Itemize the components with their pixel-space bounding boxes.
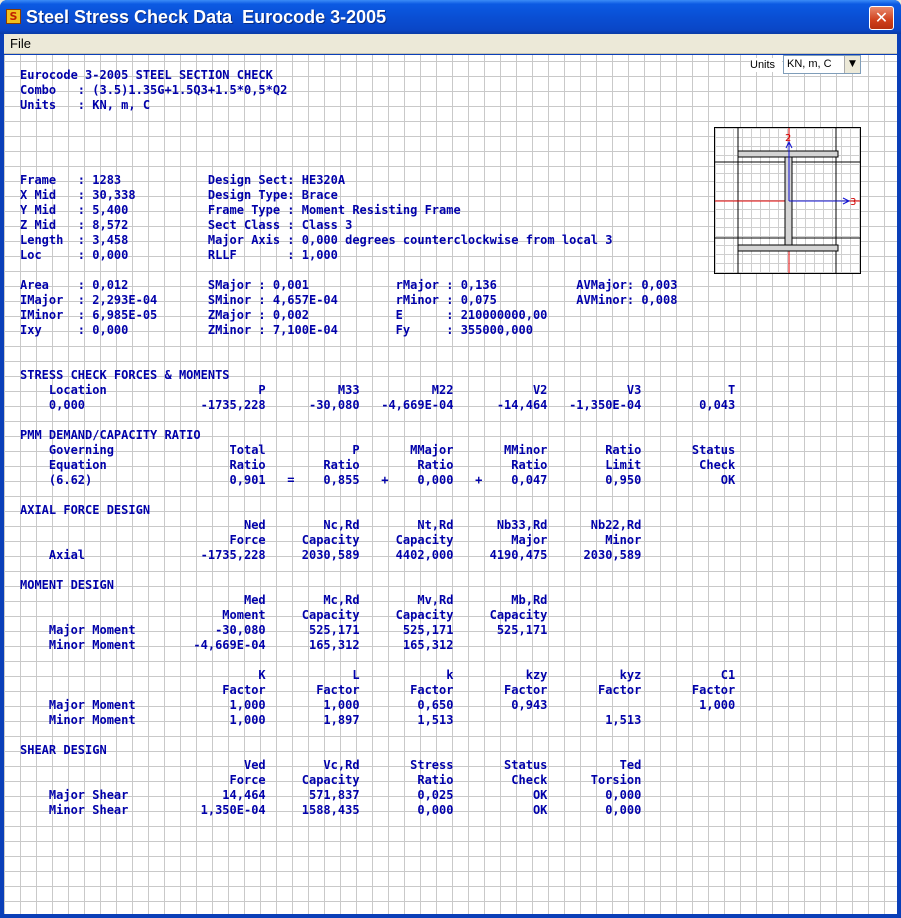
report-line: Minor Moment 1,000 1,897 1,513 1,513 [20, 713, 642, 727]
report-line: K L k kzy kyz C1 [20, 668, 736, 682]
report-line [20, 128, 735, 143]
window-title: Steel Stress Check Data Eurocode 3-2005 [26, 7, 387, 27]
report-line: Ved Vc,Rd Stress Status Ted [20, 758, 642, 772]
close-button[interactable] [869, 6, 894, 30]
i-section-icon [715, 128, 861, 274]
report-line [20, 488, 735, 503]
report-line: Frame : 1283 Design Sect: HE320A [20, 173, 346, 187]
units-select[interactable] [783, 55, 861, 74]
report-line: Major Shear 14,464 571,837 0,025 OK 0,000 [20, 788, 642, 802]
report-line: Moment Capacity Capacity Capacity [20, 608, 548, 622]
report-line: Loc : 0,000 RLLF : 1,000 [20, 248, 338, 262]
report-line: IMajor : 2,293E-04 SMinor : 4,657E-04 rMinor : 0,075 AVMinor: 0,008 [20, 293, 678, 307]
report-line: Combo : (3.5)1.35G+1.5Q3+1.5*0,5*Q2 [20, 83, 288, 97]
report-line: AXIAL FORCE DESIGN [20, 503, 151, 517]
report-line: SHEAR DESIGN [20, 743, 107, 757]
report-line: Major Moment -30,080 525,171 525,171 525,171 [20, 623, 548, 637]
report-line: MOMENT DESIGN [20, 578, 114, 592]
report-line: Governing Total P MMajor MMinor Ratio Status [20, 443, 736, 457]
report-line: X Mid : 30,338 Design Type: Brace [20, 188, 338, 202]
report-line: Major Moment 1,000 1,000 0,650 0,943 1,000 [20, 698, 736, 712]
report-line: Units : KN, m, C [20, 98, 151, 112]
report-line: Med Mc,Rd Mv,Rd Mb,Rd [20, 593, 548, 607]
title-bar[interactable] [0, 0, 901, 34]
report-line: Force Capacity Ratio Check Torsion [20, 773, 642, 787]
report-line: Location P M33 M22 V2 V3 T [20, 383, 736, 397]
report-line: Minor Moment -4,669E-04 165,312 165,312 [20, 638, 454, 652]
menu-file[interactable]: File [10, 36, 31, 51]
report-line [20, 158, 735, 173]
report-line: IMinor : 6,985E-05 ZMajor : 0,002 E : 210000000,00 [20, 308, 548, 322]
report-line: Length : 3,458 Major Axis : 0,000 degrees counterclockwise from local 3 [20, 233, 613, 247]
report-line [20, 353, 735, 368]
axis-3-label: 3 [850, 197, 857, 208]
report-line [20, 338, 735, 353]
report-line [20, 728, 735, 743]
report-line: Factor Factor Factor Factor Factor Factor [20, 683, 736, 697]
report-text [20, 68, 735, 818]
report-line [20, 653, 735, 668]
report-line: Y Mid : 5,400 Frame Type : Moment Resisting Frame [20, 203, 461, 217]
report-line: STRESS CHECK FORCES & MOMENTS [20, 368, 230, 382]
report-line [20, 113, 735, 128]
report-line: Z Mid : 8,572 Sect Class : Class 3 [20, 218, 353, 232]
report-line: Axial -1735,228 2030,589 4402,000 4190,475 2030,589 [20, 548, 642, 562]
report-line: Force Capacity Capacity Major Minor [20, 533, 642, 547]
close-icon: ✕ [874, 8, 889, 27]
report-area [4, 55, 897, 914]
section-diagram [714, 127, 861, 274]
report-line [20, 263, 735, 278]
app-icon[interactable]: S [6, 9, 21, 24]
report-line [20, 143, 735, 158]
report-line [20, 413, 735, 428]
report-line: Ixy : 0,000 ZMinor : 7,100E-04 Fy : 355000,000 [20, 323, 533, 337]
report-line [20, 563, 735, 578]
report-line: Ned Nc,Rd Nt,Rd Nb33,Rd Nb22,Rd [20, 518, 642, 532]
report-line: Eurocode 3-2005 STEEL SECTION CHECK [20, 68, 273, 82]
axis-2-label: 2 [785, 133, 792, 144]
report-line: (6.62) 0,901 = 0,855 + 0,000 + 0,047 0,950 OK [20, 473, 736, 487]
units-label: Units [750, 58, 782, 72]
report-line: PMM DEMAND/CAPACITY RATIO [20, 428, 201, 442]
menu-bar [4, 34, 897, 54]
report-line: Area : 0,012 SMajor : 0,001 rMajor : 0,136 AVMajor: 0,003 [20, 278, 678, 292]
units-selected-value: KN, m, C [787, 58, 832, 70]
report-line: 0,000 -1735,228 -30,080 -4,669E-04 -14,464 -1,350E-04 0,043 [20, 398, 736, 412]
chevron-down-icon[interactable]: ▼ [844, 56, 860, 73]
report-line: Minor Shear 1,350E-04 1588,435 0,000 OK 0,000 [20, 803, 642, 817]
report-line: Equation Ratio Ratio Ratio Ratio Limit Check [20, 458, 736, 472]
